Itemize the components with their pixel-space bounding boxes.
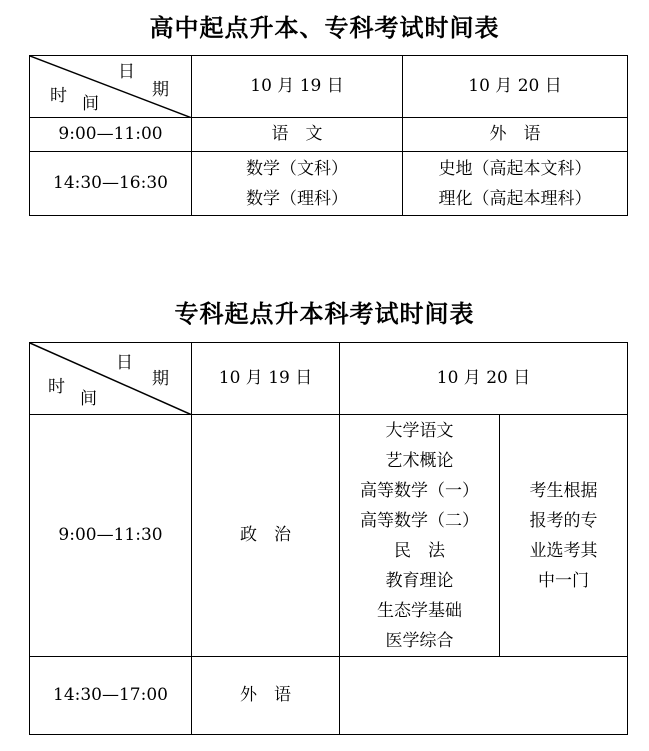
date-header-2: 10 月 20 日 xyxy=(403,56,628,118)
note-line: 中一门 xyxy=(538,570,589,591)
subject-cell xyxy=(192,152,403,216)
subject-cell: 政 治 xyxy=(192,415,340,657)
subject-item: 高等数学（一） xyxy=(360,480,479,501)
time-slot: 14:30—16:30 xyxy=(30,152,192,216)
table1-title: 高中起点升本、专科考试时间表 xyxy=(149,13,500,42)
schedule-table-2 xyxy=(29,342,628,735)
note-cell xyxy=(500,415,628,657)
table2-title: 专科起点升本科考试时间表 xyxy=(174,299,475,328)
subject-cell xyxy=(403,152,628,216)
table2-row-afternoon xyxy=(30,657,628,735)
date-header-2: 10 月 20 日 xyxy=(340,343,628,415)
table2-header-row xyxy=(30,343,628,415)
time-slot: 14:30—17:00 xyxy=(30,657,192,735)
diag-label-period: 期 xyxy=(152,80,169,100)
time-slot: 9:00—11:00 xyxy=(30,118,192,152)
subject-item: 医学综合 xyxy=(385,630,454,651)
date-header-1: 10 月 19 日 xyxy=(192,56,403,118)
subject-item: 数学（理科） xyxy=(246,188,348,209)
date-header-1: 10 月 19 日 xyxy=(192,343,340,415)
diag-label-day: 日 xyxy=(118,62,135,82)
subject-item: 理化（高起本理科） xyxy=(438,188,592,209)
table1-row-afternoon xyxy=(30,152,628,216)
subject-cell: 语 文 xyxy=(192,118,403,152)
subject-item: 数学（文科） xyxy=(246,158,348,179)
table1-row-morning xyxy=(30,118,628,152)
subject-item: 艺术概论 xyxy=(385,450,454,471)
subject-cell: 外 语 xyxy=(192,657,340,735)
diag-label-interval: 间 xyxy=(80,389,97,409)
diagonal-header-cell xyxy=(30,343,192,415)
diag-label-interval: 间 xyxy=(82,94,99,114)
note-line: 报考的专 xyxy=(529,510,598,531)
diag-label-time: 时 xyxy=(50,86,67,106)
subject-item: 史地（高起本文科） xyxy=(438,158,592,179)
diag-label-day: 日 xyxy=(116,353,133,373)
diag-label-time: 时 xyxy=(48,377,65,397)
subject-list-cell xyxy=(340,415,500,657)
subject-item: 民 法 xyxy=(394,540,445,561)
diag-label-period: 期 xyxy=(152,369,169,389)
subject-item: 教育理论 xyxy=(385,570,454,591)
subject-item: 高等数学（二） xyxy=(360,510,479,531)
table2-row-morning xyxy=(30,415,628,657)
table1-header-row xyxy=(30,56,628,118)
subject-cell: 外 语 xyxy=(403,118,628,152)
diagonal-header-cell xyxy=(30,56,192,118)
time-slot: 9:00—11:30 xyxy=(30,415,192,657)
subject-item: 生态学基础 xyxy=(377,600,462,621)
note-line: 考生根据 xyxy=(529,480,598,501)
note-line: 业选考其 xyxy=(529,540,598,561)
empty-cell xyxy=(340,657,628,735)
schedule-table-1 xyxy=(29,55,628,216)
subject-item: 大学语文 xyxy=(385,420,454,441)
